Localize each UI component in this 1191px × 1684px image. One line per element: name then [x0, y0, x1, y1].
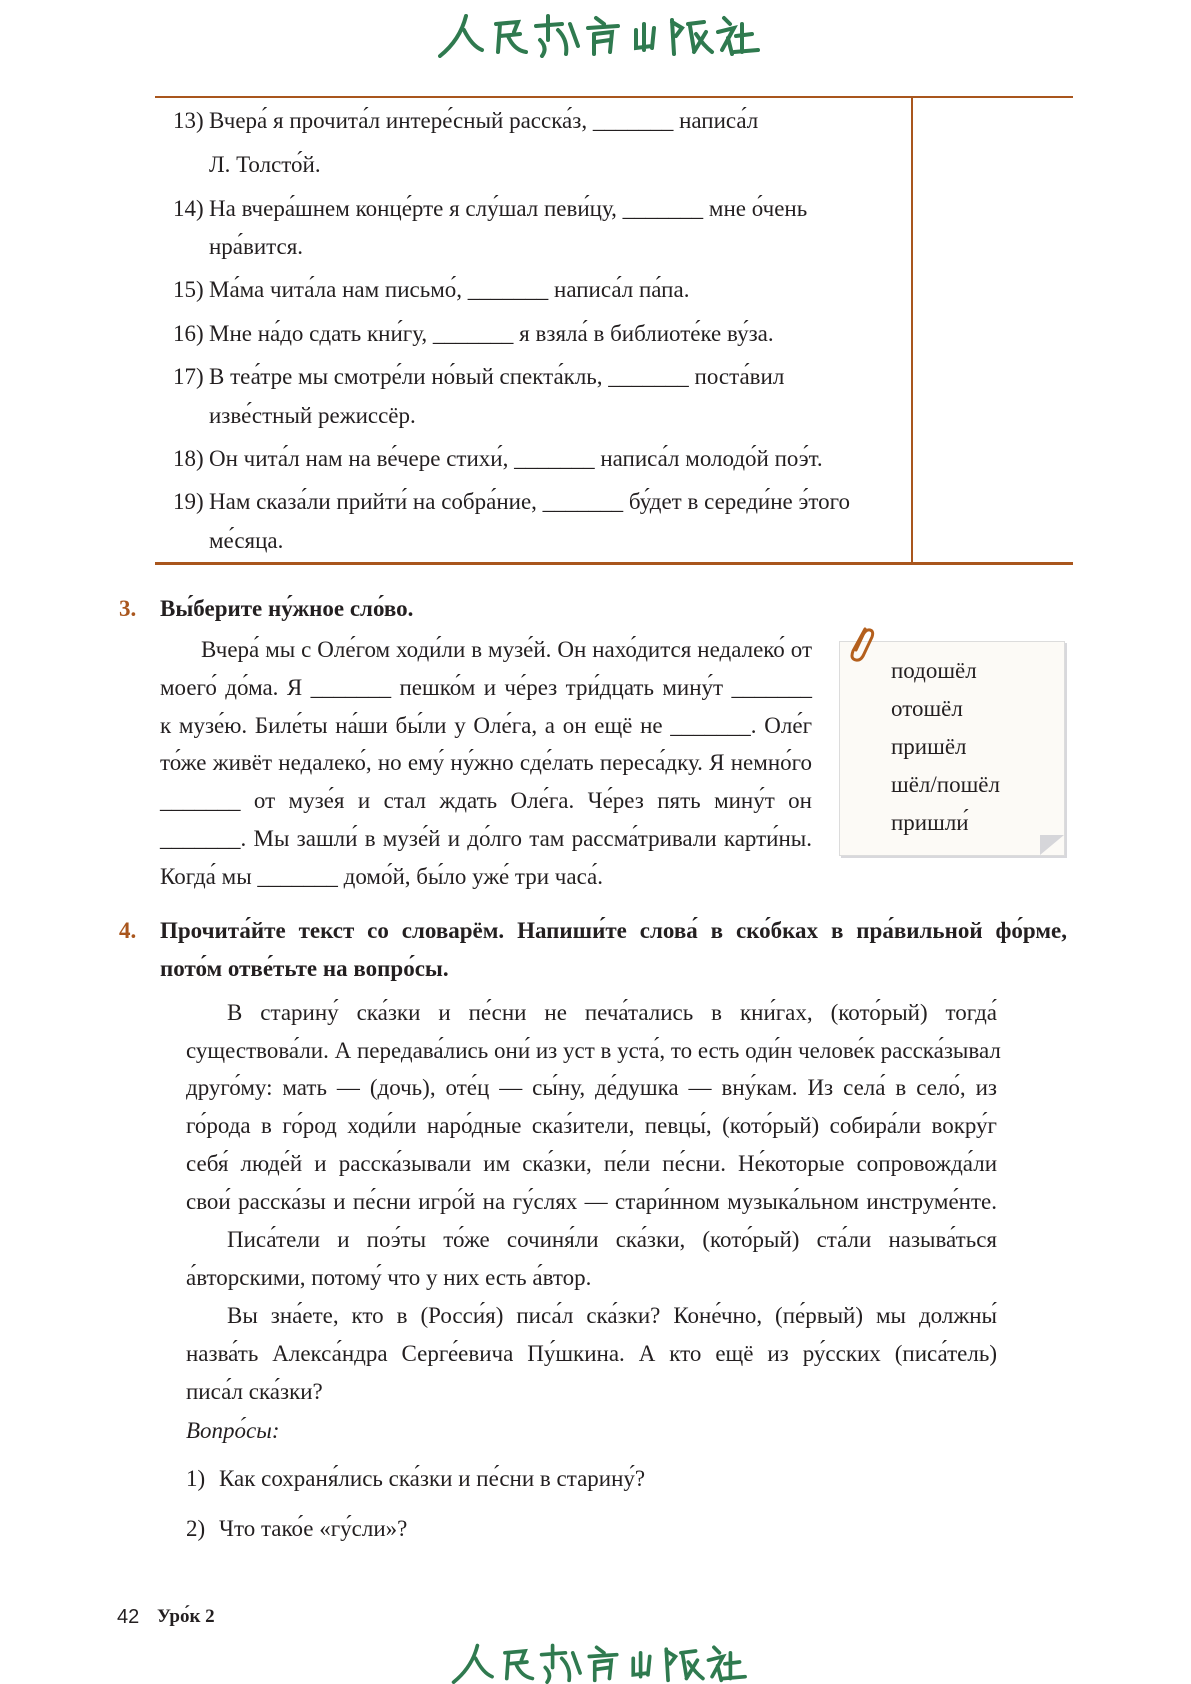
item-number: 14): [173, 196, 204, 221]
paragraph-line: то́же живёт недалеко́, но ему́ ну́жно сде́лать переса́дку. Я немно́го: [160, 750, 812, 775]
item-number: 17): [173, 364, 204, 389]
item-text: Ма́ма чита́ла нам письмо́, _______ написа́л па́па.: [209, 277, 690, 302]
paragraph-line: а́вторскими, потому́ что у них есть а́втор.: [186, 1265, 592, 1290]
question-number: 2): [186, 1516, 206, 1541]
item-text: Нам сказа́ли прийти́ на собра́ние, _______ бу́дет в середи́не э́того: [209, 489, 850, 514]
paragraph-line: свои́ расска́зы и пе́сни игро́й на гу́слях — стари́нном музыка́льном инструме́нте.: [186, 1189, 997, 1214]
lesson-label: Уро́к 2: [157, 1606, 215, 1627]
item-text: Вчера́ я прочита́л интере́сный расска́з, _______ написа́л: [209, 108, 759, 133]
paragraph-line: существова́ли. А передава́лись они́ из уст в уста́, то есть оди́н челове́к расска́зывал: [186, 1038, 1001, 1063]
paragraph-line: _______. Мы зашли́ в музе́й и до́лго там рассма́тривали карти́ны.: [160, 826, 812, 851]
word-option: отошёл: [891, 696, 963, 721]
publisher-logo: [438, 10, 768, 58]
item-text: На вчера́шнем конце́рте я слу́шал певи́цу, _______ мне о́чень: [209, 196, 808, 221]
word-option: подошёл: [891, 658, 977, 683]
paragraph-line: друго́му: мать — (дочь), оте́ц — сы́ну, де́душка — вну́кам. Из села́ в село́, из: [186, 1075, 997, 1100]
table-top-border: [155, 96, 1073, 98]
question-text: Как сохраня́лись ска́зки и пе́сни в старину́?: [219, 1466, 646, 1491]
paperclip-icon: [845, 623, 875, 663]
item-number: 19): [173, 489, 204, 514]
word-option: пришёл: [891, 734, 967, 759]
table-bottom-border: [155, 562, 1073, 565]
section-number: 3.: [119, 596, 137, 621]
table-column-divider: [911, 97, 913, 564]
item-text: нра́вится.: [209, 234, 304, 259]
paragraph-line: Вчера́ мы с Оле́гом ходи́ли в музе́й. Он нахо́дится недалеко́ от: [201, 637, 812, 662]
questions-label: Вопро́сы:: [186, 1418, 280, 1443]
paragraph-line: Когда́ мы _______ домо́й, бы́ло уже́ три часа́.: [160, 864, 604, 889]
item-number: 18): [173, 446, 204, 471]
word-option: шёл/пошёл: [891, 772, 1000, 797]
paragraph-line: моего́ до́ма. Я _______ пешко́м и че́рез три́дцать мину́т _______: [160, 675, 812, 700]
item-text: изве́стный режиссёр.: [209, 403, 416, 428]
paragraph-line: себя́ люде́й и расска́зывали им ска́зки, пе́ли пе́сни. Не́которые сопровожда́ли: [186, 1151, 997, 1176]
paragraph-line: В старину́ ска́зки и пе́сни не печа́тались в кни́гах, (кото́рый) тогда́: [227, 1000, 997, 1025]
question-number: 1): [186, 1466, 206, 1491]
paragraph-line: го́рода в го́род ходи́ли наро́дные сказ́ители, певцы́, (кото́рый) собира́ли вокру́г: [186, 1113, 997, 1138]
item-text: Он чита́л нам на ве́чере стихи́, _______ написа́л молодо́й поэ́т.: [209, 446, 823, 471]
section-title: Прочита́йте текст со словарём. Напиши́те слова́ в ско́бках в пра́вильной фо́рме,: [160, 918, 1067, 943]
item-text: Мне на́до сдать кни́гу, _______ я взяла́ в библиоте́ке ву́за.: [209, 321, 774, 346]
section-title: Вы́берите ну́жное сло́во.: [160, 596, 414, 621]
page-fold: [1040, 835, 1064, 855]
item-number: 13): [173, 108, 204, 133]
paragraph-line: к музе́ю. Биле́ты на́ши бы́ли у Оле́га, а он ещё не _______. Оле́г: [160, 713, 812, 738]
word-option: пришли́: [891, 810, 969, 835]
publisher-logo-footer: [438, 1640, 768, 1684]
paragraph-line: писа́л ска́зки?: [186, 1379, 323, 1404]
item-text: ме́сяца.: [209, 528, 284, 553]
item-number: 15): [173, 277, 204, 302]
item-text: В теа́тре мы смотре́ли но́вый спекта́кль, _______ поста́вил: [209, 364, 785, 389]
paragraph-line: Вы зна́ете, кто в (Росси́я) писа́л ска́зки? Коне́чно, (пе́рвый) мы должны́: [227, 1303, 997, 1328]
section-number: 4.: [119, 918, 137, 943]
item-number: 16): [173, 321, 204, 346]
paragraph-line: _______ от музе́я и стал ждать Оле́га. Че́рез пять мину́т он: [160, 788, 812, 813]
question-text: Что тако́е «гу́сли»?: [219, 1516, 408, 1541]
item-text: Л. Толсто́й.: [209, 152, 321, 177]
page-number: 42: [117, 1606, 140, 1628]
paragraph-line: Писа́тели и поэ́ты то́же сочиня́ли ска́зки, (кото́рый) ста́ли называ́ться: [227, 1227, 997, 1252]
paragraph-line: назва́ть Алекса́ндра Серге́евича Пу́шкина. А кто ещё из ру́сских (писа́тель): [186, 1341, 997, 1366]
section-title: пото́м отве́тьте на вопро́сы.: [160, 956, 449, 981]
